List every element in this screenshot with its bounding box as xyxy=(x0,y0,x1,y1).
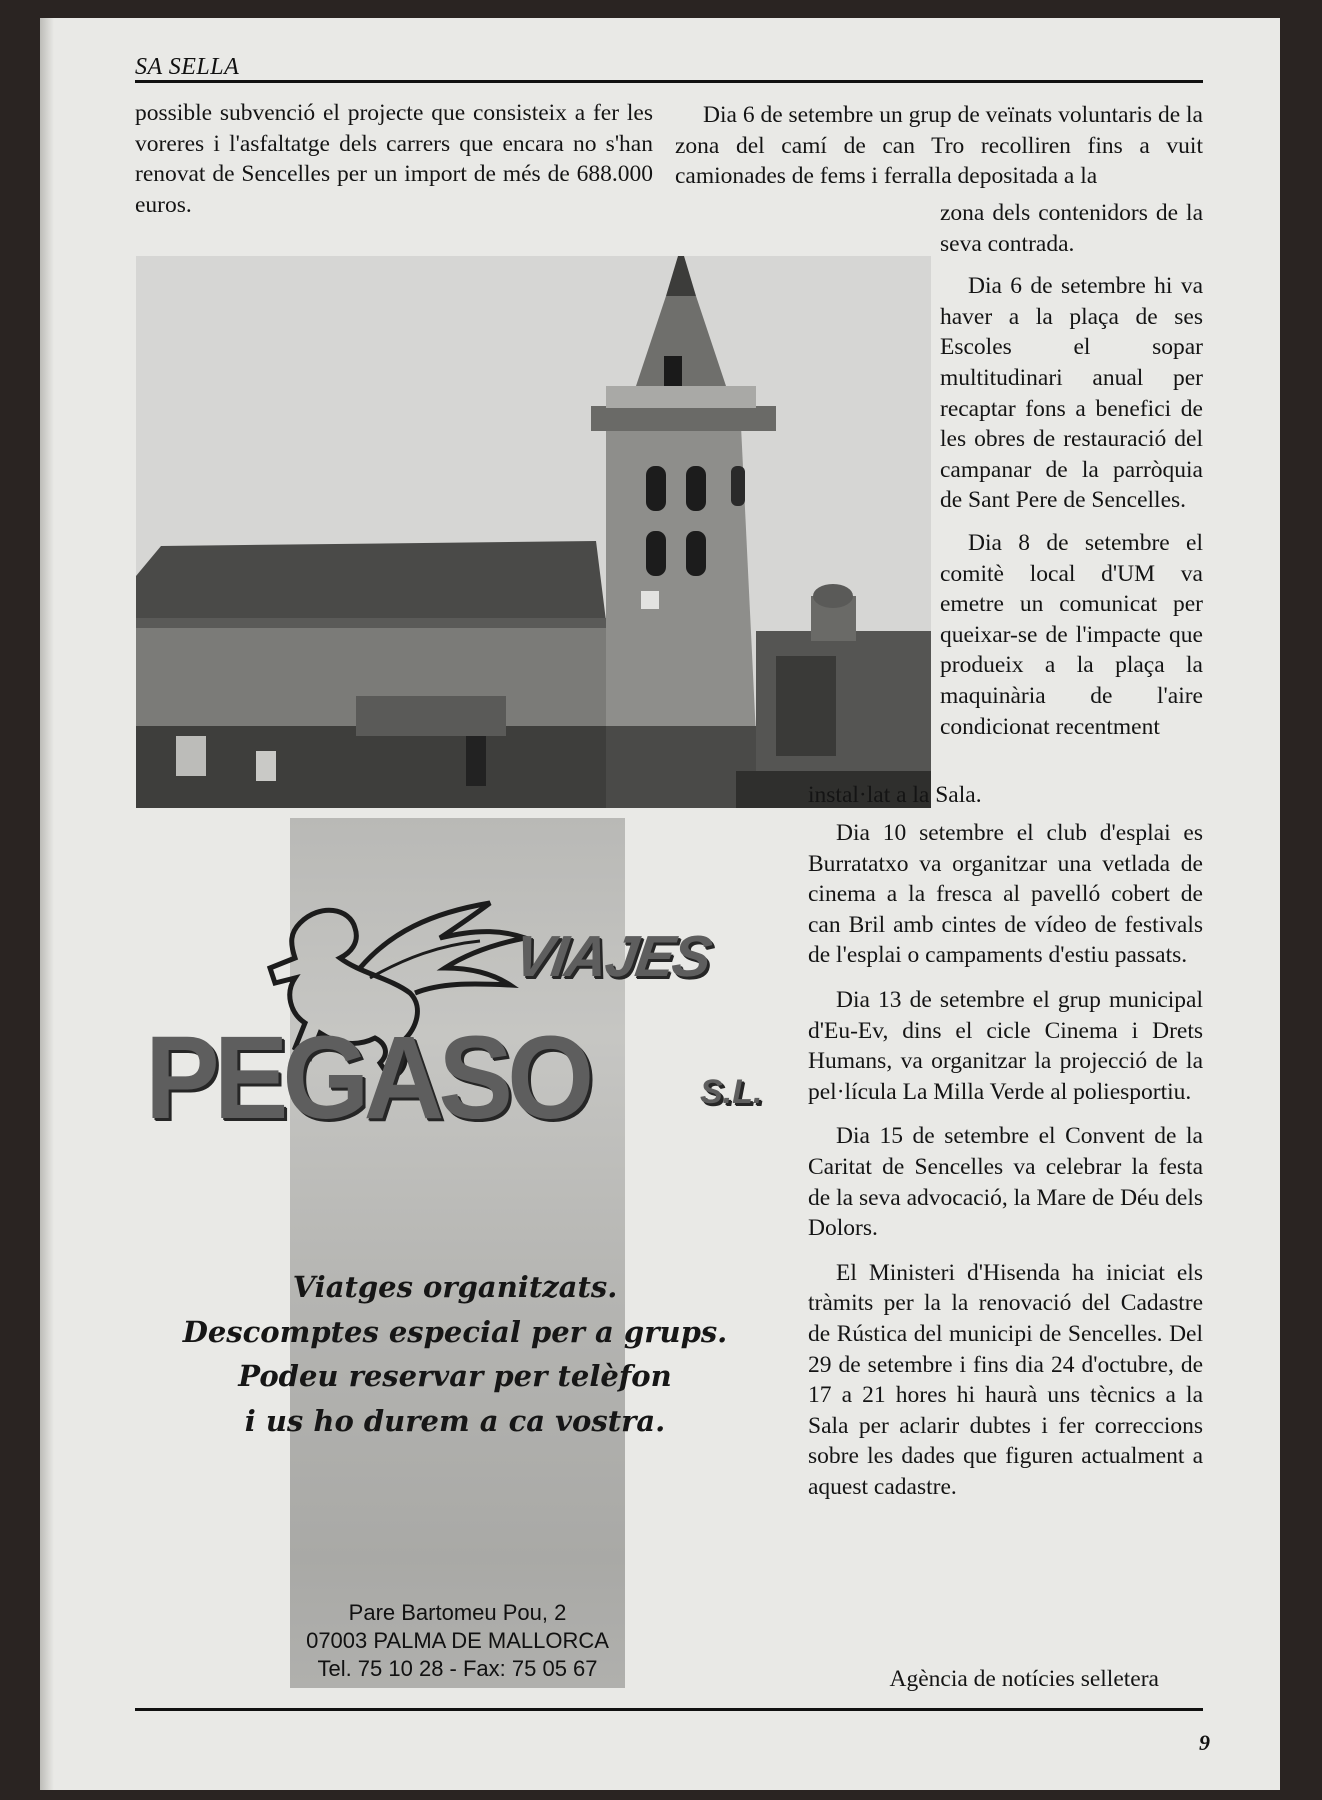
church-photo xyxy=(136,256,931,808)
ad-brand-suffix: S.L. xyxy=(700,1073,763,1111)
ad-slogan-line: Descomptes especial per a grups. xyxy=(182,1315,728,1349)
news-paragraph: Dia 10 setembre el club d'esplai es Burratatxo va organitzar una vetlada de cinema a la fresca al pavelló cobert de can Bril amb cintes de vídeo de festivals de l'esplai o campaments d'estiu passats. xyxy=(808,820,1203,969)
magazine-title: SA SELLA xyxy=(135,54,240,80)
news-paragraph: Dia 8 de setembre el comitè local d'UM va emetre un comunicat per queixar-se de l'impacte que produeix a la plaça la maquinària de l'aire condicionat recentment xyxy=(940,529,1203,740)
ad-brand-viajes: VIAJES xyxy=(510,924,714,989)
ad-address-line: Pare Bartomeu Pou, 2 xyxy=(348,1600,567,1625)
news-column-narrow xyxy=(940,198,1203,754)
ad-address-line: 07003 PALMA DE MALLORCA xyxy=(306,1628,609,1653)
travel-agency-ad xyxy=(135,818,785,1688)
news-paragraph: zona dels contenidors de la seva contrada. xyxy=(940,200,1203,257)
news-paragraph: Dia 15 de setembre el Convent de la Caritat de Sencelles va celebrar la festa de la seva advocació, la Mare de Déu dels Dolors. xyxy=(808,1123,1203,1242)
news-paragraph: Dia 13 de setembre el grup municipal d'Eu-Ev, dins el cicle Cinema i Drets Humans, va organitzar la projecció de la pel·lícula La Milla Verde al poliesportiu. xyxy=(808,986,1203,1105)
page-number: 9 xyxy=(1199,1730,1210,1755)
header-rule xyxy=(135,80,1203,83)
ad-brand-pegaso: PEGASO xyxy=(145,1011,589,1144)
magazine-page xyxy=(40,18,1280,1790)
ad-slogan-line: Viatges organitzats. xyxy=(292,1270,618,1304)
page-gutter-shadow xyxy=(40,18,54,1790)
article-text-right-top: Dia 6 de setembre un grup de veïnats voluntaris de la zona del camí de can Tro recolliren fins a vuit camionades de fems i ferralla depositada a la xyxy=(675,102,1203,190)
article-signature: Agència de notícies selletera xyxy=(889,1666,1159,1692)
footer-rule xyxy=(135,1708,1203,1711)
news-column-continued xyxy=(808,818,1203,1516)
news-paragraph: Dia 6 de setembre hi va haver a la plaça de ses Escoles el sopar multitudinari anual per recaptar fons a benefici de les obres de restauració del campanar de la parròquia de Sant Pere de Sencelles. xyxy=(940,273,1203,514)
ad-slogan-line: Podeu reservar per telèfon xyxy=(238,1359,672,1393)
article-text-left-top: possible subvenció el projecte que consisteix a fer les voreres i l'asfaltatge dels carrers que encara no s'han renovat de Sencelles per un import de més de 688.000 euros. xyxy=(135,100,653,218)
news-paragraph: El Ministeri d'Hisenda ha iniciat els tràmits per la la renovació del Cadastre de Rústica del municipi de Sencelles. Del 29 de setembre i fins dia 24 d'octubre, de 17 a 21 hores hi haurà uns tècnics a la Sala per aclarir dubtes i fer correccions sobre les dades que figuren actualment a aquest cadastre. xyxy=(808,1259,1203,1500)
ad-phone-line: Tel. 75 10 28 - Fax: 75 05 67 xyxy=(317,1656,598,1681)
ad-slogan-line: i us ho durem a ca vostra. xyxy=(244,1404,666,1438)
church-image xyxy=(136,256,931,808)
news-paragraph-tail: instal·lat a la Sala. xyxy=(808,782,982,808)
